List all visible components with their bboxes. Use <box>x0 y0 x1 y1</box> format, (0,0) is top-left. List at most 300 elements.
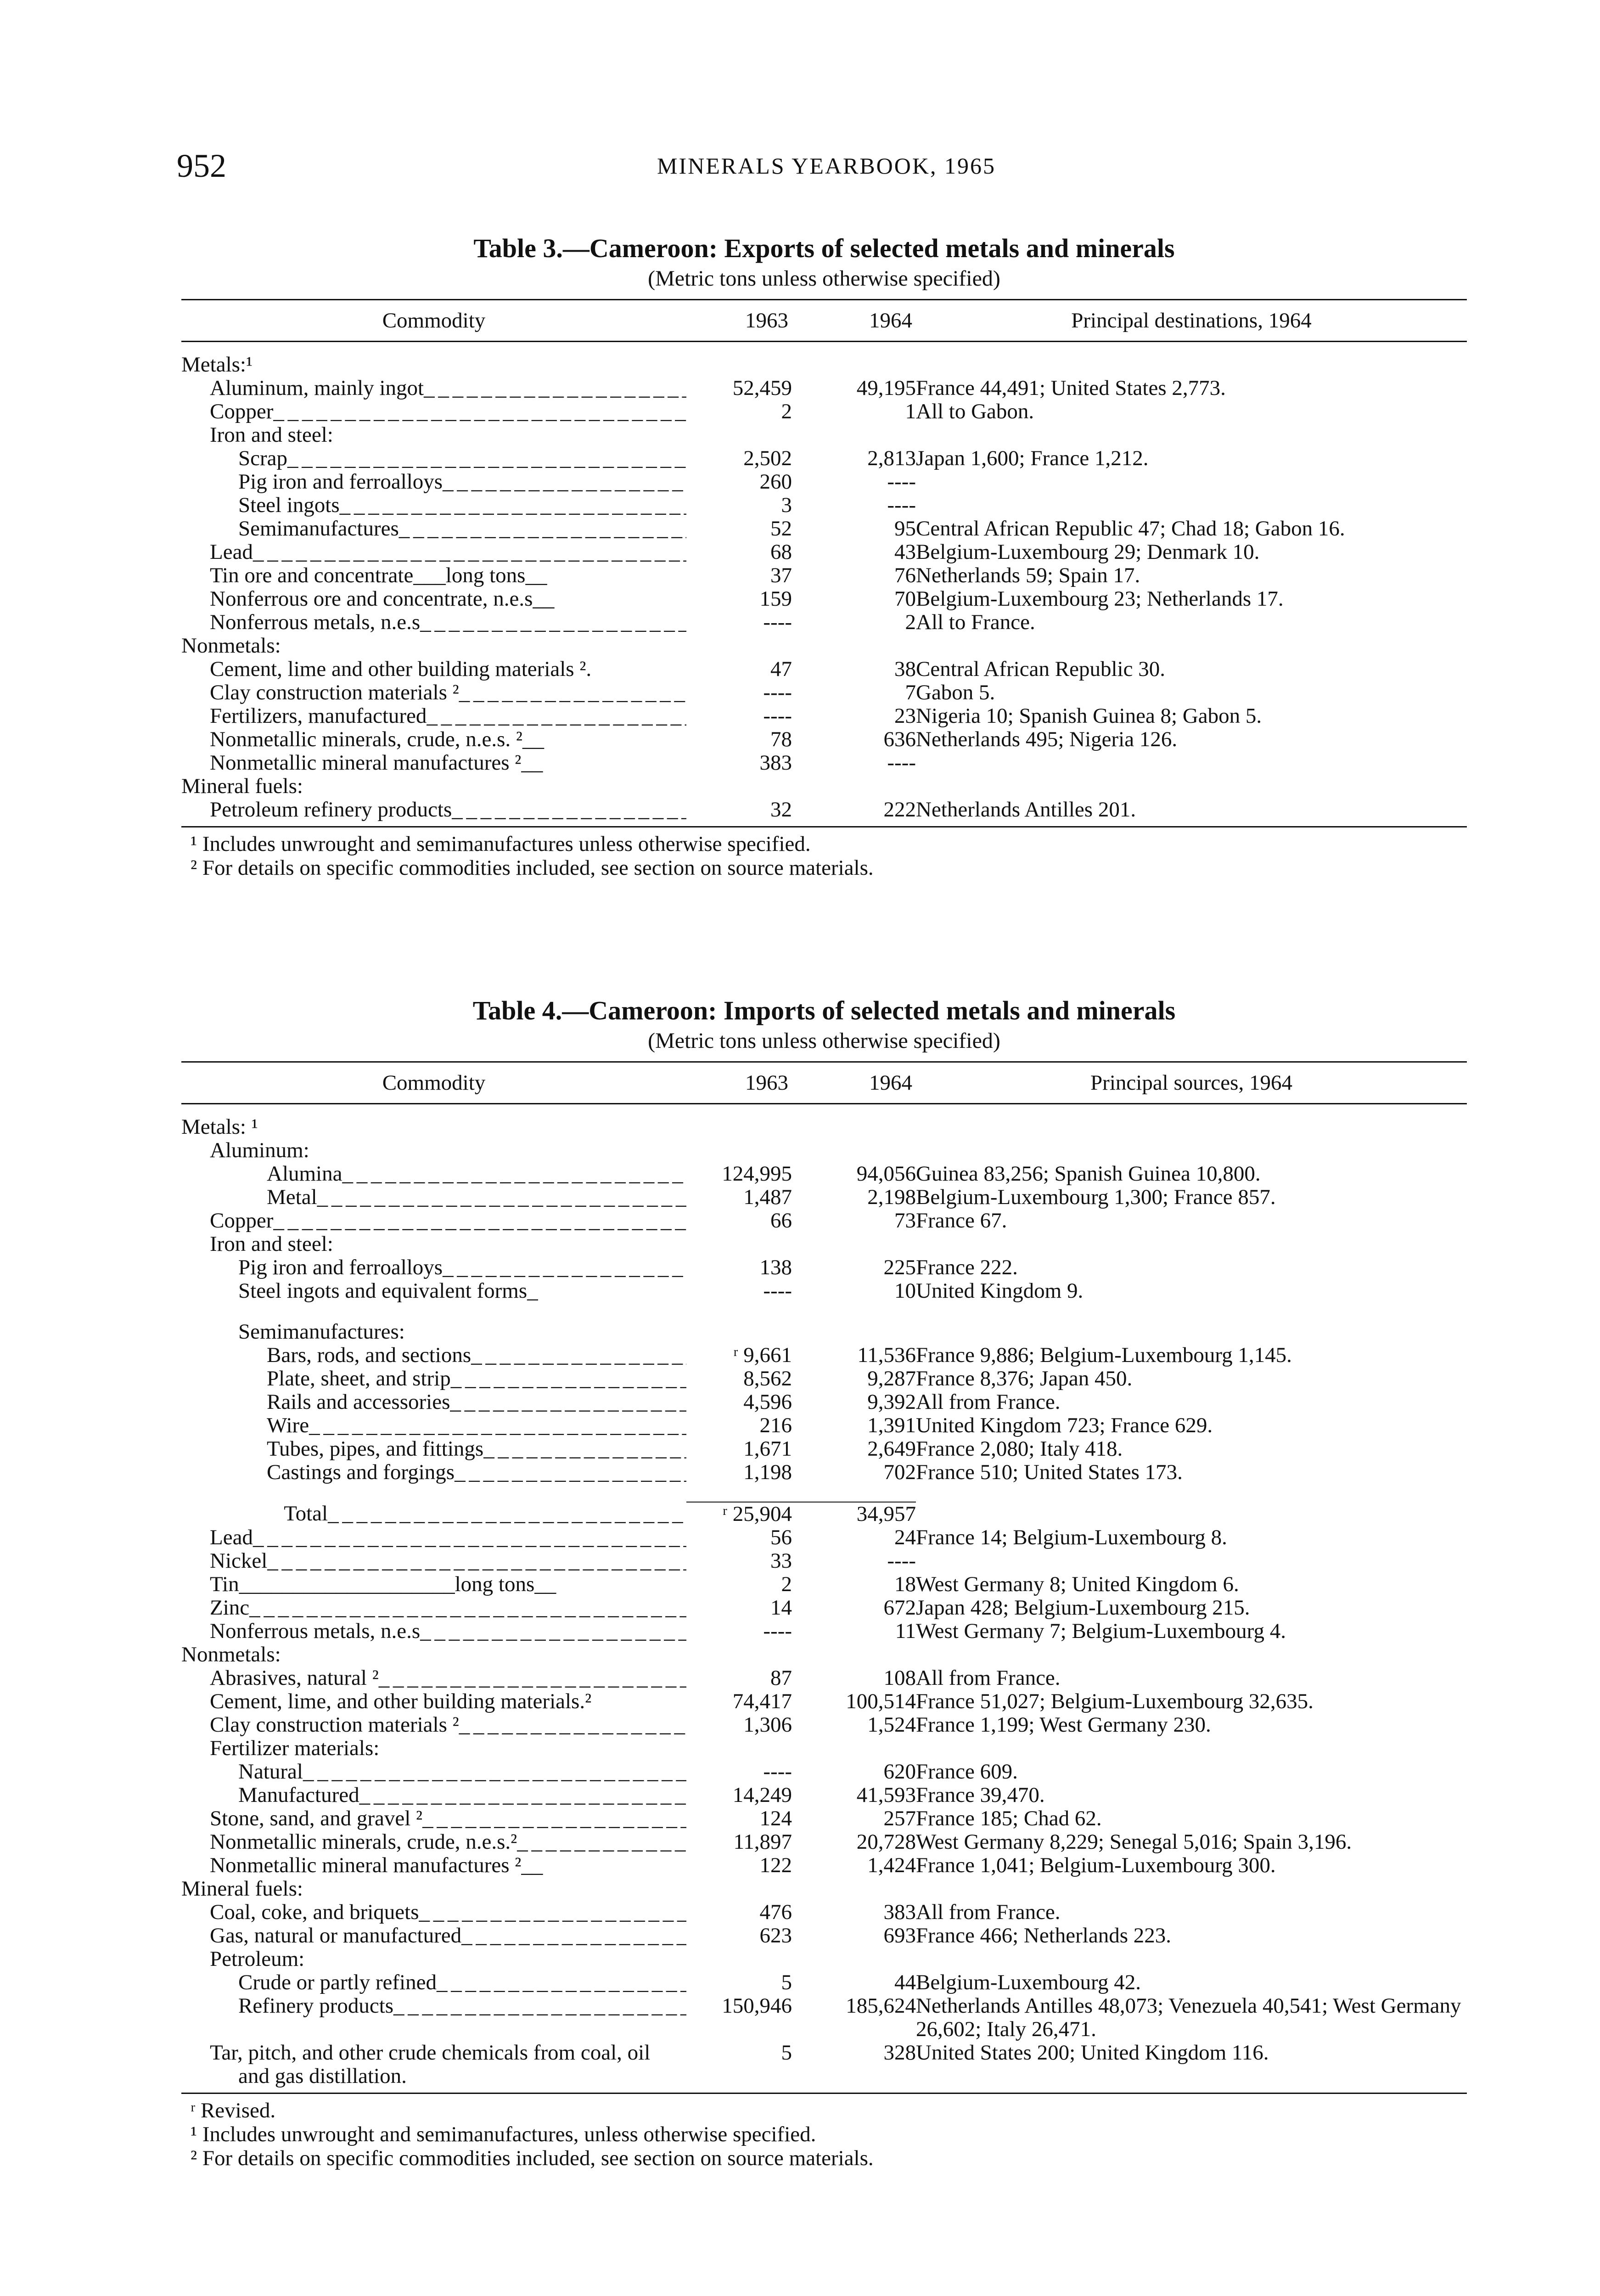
commodity-label: Aluminum: <box>210 1139 309 1162</box>
table-row <box>181 1784 1467 1807</box>
value-1964-cell <box>792 423 916 447</box>
commodity-cell <box>181 611 686 634</box>
commodity-label: Cement, lime, and other building materials.² <box>210 1690 592 1713</box>
value-1964-cell: 23 <box>894 704 916 728</box>
destination-cell <box>916 470 1467 494</box>
commodity-cell <box>181 1139 686 1162</box>
value-1963-cell: 150,946 <box>722 1994 792 2018</box>
commodity-label: Lead <box>210 1526 253 1549</box>
column-header-1964: 1964 <box>792 1062 916 1104</box>
destination-cell: United States 200; United Kingdom 116. <box>916 2041 1269 2065</box>
destination-cell: Japan 1,600; France 1,212. <box>916 446 1149 470</box>
value-1963-cell: 8,562 <box>743 1367 792 1390</box>
value-1964-cell <box>792 342 916 377</box>
value-1963-cell: 47 <box>770 657 792 681</box>
commodity-cell <box>181 1279 686 1303</box>
destination-cell: Netherlands 495; Nigeria 126. <box>916 727 1178 751</box>
destination-cell: All from France. <box>916 1666 1061 1690</box>
table-row <box>181 470 1467 494</box>
value-1963-cell <box>686 423 792 447</box>
value-1964-cell: 20,728 <box>856 1830 916 1854</box>
value-1963-cell: 66 <box>770 1209 792 1232</box>
destination-cell: Netherlands Antilles 201. <box>916 798 1136 822</box>
value-1963-cell: 4,596 <box>743 1390 792 1414</box>
commodity-cell <box>181 751 686 775</box>
table-row <box>181 1162 1467 1186</box>
destination-cell: France 14; Belgium-Luxembourg 8. <box>916 1525 1227 1549</box>
commodity-cell <box>181 540 686 564</box>
value-1964-cell: 222 <box>883 798 916 822</box>
destination-cell <box>916 775 1467 798</box>
leader-dots <box>459 1713 686 1737</box>
value-1963-cell <box>686 1232 792 1256</box>
destination-cell: United Kingdom 9. <box>916 1279 1084 1303</box>
commodity-cell <box>181 1437 686 1461</box>
leader-dots <box>267 1549 686 1573</box>
value-1963-cell: 2 <box>781 400 792 423</box>
value-1963-cell: 2,502 <box>743 446 792 470</box>
table-row <box>181 1643 1467 1666</box>
destination-cell <box>916 1737 1467 1760</box>
footnote: ¹ Includes unwrought and semimanufactures unless otherwise specified. <box>191 832 811 856</box>
value-1963-cell: 68 <box>770 540 792 564</box>
table-row <box>181 494 1467 517</box>
value-1963-cell: ---- <box>763 610 792 634</box>
commodity-cell <box>181 1807 686 1830</box>
value-1964-cell: ---- <box>887 493 916 517</box>
column-header-commodity: Commodity <box>181 300 686 342</box>
commodity-label: Scrap <box>238 447 288 470</box>
commodity-cell <box>181 1461 686 1484</box>
table-4-grid <box>181 1061 1467 2094</box>
commodity-label: Cement, lime and other building materials ². <box>210 658 592 681</box>
commodity-label: Nonmetallic minerals, crude, n.e.s. ²__ <box>210 728 545 751</box>
value-1964-cell: 9,392 <box>867 1390 916 1414</box>
destination-cell: Guinea 83,256; Spanish Guinea 10,800. <box>916 1162 1261 1186</box>
spacer-row <box>181 1484 1467 1502</box>
value-1964-cell: 693 <box>883 1924 916 1947</box>
value-1964-cell: 43 <box>894 540 916 564</box>
commodity-cell <box>181 1784 686 1807</box>
value-1963-cell: 11,897 <box>733 1830 792 1854</box>
table-row <box>181 377 1467 400</box>
leader-dots <box>399 517 686 540</box>
value-1963-cell: 37 <box>770 563 792 587</box>
commodity-label: Nonmetallic minerals, crude, n.e.s.² <box>210 1830 517 1854</box>
commodity-label: Petroleum: <box>210 1947 305 1971</box>
destination-cell: France 1,041; Belgium-Luxembourg 300. <box>916 1853 1276 1877</box>
commodity-label: Plate, sheet, and strip <box>267 1367 451 1390</box>
table-row <box>181 400 1467 423</box>
commodity-label: Gas, natural or manufactured <box>210 1924 462 1947</box>
leader-dots <box>309 1414 686 1437</box>
commodity-cell <box>181 1186 686 1209</box>
leader-dots <box>253 1526 686 1549</box>
table-row <box>181 342 1467 377</box>
table-row <box>181 1947 1467 1971</box>
value-1964-cell: 24 <box>894 1525 916 1549</box>
table-row <box>181 1877 1467 1901</box>
table-row <box>181 1209 1467 1232</box>
value-1964-cell: 1,524 <box>867 1713 916 1737</box>
destination-cell: All from France. <box>916 1390 1061 1414</box>
table-row <box>181 751 1467 775</box>
value-1963-cell: 5 <box>781 1970 792 1994</box>
table-row <box>181 1830 1467 1854</box>
leader-dots <box>287 447 686 470</box>
commodity-label: Clay construction materials ² <box>210 1713 459 1737</box>
destination-cell: Belgium-Luxembourg 29; Denmark 10. <box>916 540 1260 564</box>
table-row <box>181 517 1467 540</box>
value-1964-cell: 7 <box>905 681 916 704</box>
commodity-label: Alumina <box>267 1162 342 1186</box>
commodity-label: Steel ingots <box>238 494 340 517</box>
table-row <box>181 587 1467 611</box>
value-1964-cell: ---- <box>887 751 916 775</box>
commodity-cell <box>181 1209 686 1232</box>
value-1963-cell: ---- <box>763 1279 792 1303</box>
table-3-grid <box>181 299 1467 827</box>
commodity-label: Clay construction materials ² <box>210 681 459 704</box>
spacer-row <box>181 1303 1467 1320</box>
value-1964-cell: ---- <box>887 470 916 494</box>
table-row <box>181 1737 1467 1760</box>
destination-cell <box>916 634 1467 658</box>
destination-cell: Central African Republic 30. <box>916 657 1165 681</box>
value-1963-cell: 623 <box>759 1924 792 1947</box>
destination-cell <box>916 1549 1467 1573</box>
spacer-cell <box>181 1303 1467 1320</box>
footnote: ² For details on specific commodities included, see section on source materials. <box>191 2146 874 2170</box>
table-row <box>181 1760 1467 1784</box>
commodity-label: Fertilizer materials: <box>210 1737 380 1760</box>
leader-dots <box>450 1390 686 1414</box>
table-row <box>181 1502 1467 1526</box>
table-row <box>181 1549 1467 1573</box>
value-1963-cell <box>686 1737 792 1760</box>
value-1963-cell: 1,198 <box>743 1460 792 1484</box>
table-3-exports <box>181 232 1467 880</box>
value-1964-cell: 11,536 <box>857 1343 916 1367</box>
table-4-header-row <box>181 1062 1467 1104</box>
commodity-cell <box>181 1620 686 1643</box>
destination-cell <box>916 1643 1467 1666</box>
commodity-cell <box>181 1690 686 1713</box>
commodity-label: Manufactured <box>238 1784 359 1807</box>
leader-dots <box>328 1502 686 1525</box>
table-4-footnotes <box>181 2094 1467 2170</box>
leader-dots <box>455 1461 686 1484</box>
destination-cell: Gabon 5. <box>916 681 995 704</box>
commodity-label: Refinery products <box>238 1994 394 2018</box>
commodity-cell <box>181 681 686 704</box>
table-row <box>181 1573 1467 1596</box>
destination-cell <box>916 1320 1467 1344</box>
table-row <box>181 1620 1467 1643</box>
commodity-cell <box>181 1877 686 1901</box>
table-row <box>181 1666 1467 1690</box>
leader-dots <box>437 1971 686 1994</box>
table-row <box>181 681 1467 704</box>
table-row <box>181 611 1467 634</box>
commodity-cell <box>181 1344 686 1367</box>
value-1964-cell: 95 <box>894 517 916 540</box>
table-row <box>181 1526 1467 1549</box>
commodity-label: Tubes, pipes, and fittings <box>267 1437 484 1461</box>
commodity-cell <box>181 494 686 517</box>
commodity-label: Zinc <box>210 1596 250 1620</box>
commodity-cell <box>181 2041 686 2093</box>
value-1964-cell: 620 <box>883 1760 916 1784</box>
value-1964-cell: 44 <box>894 1970 916 1994</box>
commodity-label: Nonmetallic mineral manufactures ²__ <box>210 751 543 775</box>
value-1963-cell: ---- <box>763 1619 792 1643</box>
leader-dots <box>443 470 686 494</box>
destination-cell: France 8,376; Japan 450. <box>916 1367 1133 1390</box>
table-row <box>181 2041 1467 2093</box>
value-1963-cell: 1,487 <box>743 1185 792 1209</box>
value-1964-cell: 2,649 <box>867 1437 916 1461</box>
value-1963-cell: 87 <box>770 1666 792 1690</box>
commodity-cell <box>181 1256 686 1279</box>
value-1963-cell: 14,249 <box>732 1783 792 1807</box>
value-1964-cell: 41,593 <box>856 1783 916 1807</box>
destination-cell: France 44,491; United States 2,773. <box>916 376 1226 400</box>
commodity-cell <box>181 1320 686 1344</box>
commodity-cell <box>181 1901 686 1924</box>
column-header-commodity: Commodity <box>181 1062 686 1104</box>
table-row <box>181 1461 1467 1484</box>
leader-dots <box>483 1437 686 1461</box>
value-1964-cell: 383 <box>883 1900 916 1924</box>
commodity-label: Mineral fuels: <box>181 1877 303 1901</box>
table-row <box>181 1367 1467 1390</box>
leader-dots <box>427 704 686 728</box>
commodity-cell <box>181 1573 686 1596</box>
table-row <box>181 1232 1467 1256</box>
commodity-cell <box>181 1367 686 1390</box>
commodity-cell <box>181 400 686 423</box>
commodity-label: Stone, sand, and gravel ² <box>210 1807 423 1830</box>
commodity-label: Nickel <box>210 1549 268 1573</box>
commodity-cell <box>181 423 686 447</box>
destination-cell: West Germany 8,229; Senegal 5,016; Spain 3,196. <box>916 1830 1352 1854</box>
commodity-cell <box>181 1526 686 1549</box>
value-1963-cell: 56 <box>770 1525 792 1549</box>
table-row <box>181 447 1467 470</box>
commodity-label: Crude or partly refined <box>238 1971 437 1994</box>
commodity-cell <box>181 704 686 728</box>
value-1964-cell: 108 <box>883 1666 916 1690</box>
table-row <box>181 1256 1467 1279</box>
leader-dots <box>249 1596 686 1620</box>
commodity-cell <box>181 587 686 611</box>
value-1964-cell: 702 <box>883 1460 916 1484</box>
column-header-1963: 1963 <box>686 300 792 342</box>
destination-cell: Belgium-Luxembourg 1,300; France 857. <box>916 1185 1276 1209</box>
commodity-cell <box>181 728 686 751</box>
leader-dots <box>422 1807 686 1830</box>
leader-dots <box>273 1209 686 1232</box>
table-row <box>181 423 1467 447</box>
commodity-cell <box>181 658 686 681</box>
value-1964-cell <box>792 1104 916 1139</box>
leader-dots <box>451 1367 686 1390</box>
table-row <box>181 1390 1467 1414</box>
commodity-label: Coal, coke, and briquets <box>210 1901 419 1924</box>
running-head: MINERALS YEARBOOK, 1965 <box>657 153 996 179</box>
commodity-label: Steel ingots and equivalent forms_ <box>238 1279 538 1303</box>
commodity-label: Nonmetals: <box>181 1643 281 1666</box>
table-row <box>181 1901 1467 1924</box>
value-1963-cell: 32 <box>770 798 792 822</box>
value-1963-cell <box>686 1947 792 1971</box>
spacer-cell <box>181 1484 1467 1502</box>
leader-dots <box>459 681 686 704</box>
value-1963-cell: 138 <box>759 1255 792 1279</box>
table-3-body <box>181 342 1467 827</box>
commodity-cell <box>181 1760 686 1784</box>
value-1964-cell <box>792 1320 916 1344</box>
value-1963-cell: 14 <box>770 1596 792 1620</box>
value-1963-cell: 3 <box>781 493 792 517</box>
commodity-label: Pig iron and ferroalloys <box>238 1256 443 1279</box>
table-row <box>181 1994 1467 2041</box>
value-1963-cell: ʳ 25,904 <box>686 1502 792 1526</box>
value-1964-cell: 76 <box>894 563 916 587</box>
commodity-cell <box>181 1390 686 1414</box>
table-row <box>181 1186 1467 1209</box>
value-1963-cell: ---- <box>763 1760 792 1784</box>
leader-dots <box>420 1620 686 1643</box>
commodity-cell <box>181 1994 686 2041</box>
destination-cell: Japan 428; Belgium-Luxembourg 215. <box>916 1596 1250 1620</box>
commodity-cell <box>181 1104 686 1139</box>
table-row <box>181 1437 1467 1461</box>
commodity-label: Tin ore and concentrate___long tons__ <box>210 564 547 587</box>
commodity-label: Castings and forgings <box>267 1461 455 1484</box>
destination-cell <box>916 751 1467 775</box>
destination-cell: Netherlands Antilles 48,073; Venezuela 40,541; West Germany 26,602; Italy 26,471. <box>916 1994 1461 2041</box>
value-1964-cell: 11 <box>895 1619 916 1643</box>
leader-dots <box>443 1256 686 1279</box>
leader-dots <box>420 611 686 634</box>
leader-dots <box>273 400 686 423</box>
destination-cell <box>916 1139 1467 1162</box>
commodity-cell <box>181 1924 686 1947</box>
value-1963-cell: 159 <box>759 587 792 611</box>
leader-dots <box>303 1760 686 1784</box>
destination-cell: Belgium-Luxembourg 42. <box>916 1970 1141 1994</box>
value-1963-cell: 260 <box>759 470 792 494</box>
commodity-label: Nonferrous ore and concentrate, n.e.s__ <box>210 587 555 611</box>
destination-cell: All to France. <box>916 610 1035 634</box>
destination-cell <box>916 1877 1467 1901</box>
destination-cell: France 67. <box>916 1209 1007 1232</box>
value-1963-cell <box>686 342 792 377</box>
commodity-label: Nonmetallic mineral manufactures ²__ <box>210 1854 543 1877</box>
value-1963-cell <box>686 1320 792 1344</box>
leader-dots <box>393 1994 686 2018</box>
commodity-cell <box>181 1947 686 1971</box>
column-header-sources: Principal sources, 1964 <box>916 1062 1467 1104</box>
value-1963-cell: 1,671 <box>743 1437 792 1461</box>
value-1964-cell: 2,813 <box>867 446 916 470</box>
value-1964-cell: 328 <box>883 2041 916 2065</box>
table-row <box>181 1713 1467 1737</box>
value-1964-cell <box>792 1947 916 1971</box>
commodity-label: Fertilizers, manufactured <box>210 704 427 728</box>
leader-dots <box>340 494 686 517</box>
table-row <box>181 564 1467 587</box>
value-1964-cell: 225 <box>883 1255 916 1279</box>
value-1964-cell <box>792 1643 916 1666</box>
commodity-cell <box>181 1737 686 1760</box>
destination-cell <box>916 342 1467 377</box>
table-row <box>181 1320 1467 1344</box>
destination-cell: France 466; Netherlands 223. <box>916 1924 1172 1947</box>
destination-cell: France 1,199; West Germany 230. <box>916 1713 1211 1737</box>
commodity-label: Copper <box>210 1209 274 1232</box>
value-1963-cell: 122 <box>759 1853 792 1877</box>
value-1964-cell: 18 <box>894 1572 916 1596</box>
table-row <box>181 1854 1467 1877</box>
value-1963-cell: ʳ 9,661 <box>733 1343 792 1367</box>
value-1964-cell: 185,624 <box>846 1994 916 2018</box>
value-1963-cell <box>686 1104 792 1139</box>
commodity-label: Mineral fuels: <box>181 775 303 798</box>
footnote: ¹ Includes unwrought and semimanufactures, unless otherwise specified. <box>191 2122 816 2146</box>
value-1964-cell <box>792 1232 916 1256</box>
commodity-label: Tar, pitch, and other crude chemicals from coal, oil and gas distillation. <box>210 2041 651 2088</box>
value-1963-cell: 52 <box>770 517 792 540</box>
commodity-label: Abrasives, natural ² <box>210 1666 379 1690</box>
commodity-label: Semimanufactures: <box>238 1320 405 1344</box>
destination-cell: West Germany 7; Belgium-Luxembourg 4. <box>916 1619 1286 1643</box>
footnote: ² For details on specific commodities included, see section on source materials. <box>191 856 874 880</box>
commodity-cell <box>181 342 686 377</box>
value-1964-cell: 1,424 <box>867 1853 916 1877</box>
value-1963-cell: 216 <box>759 1413 792 1437</box>
table-3-subtitle: (Metric tons unless otherwise specified) <box>648 266 1000 291</box>
destination-cell <box>916 1502 1467 1526</box>
value-1964-cell: 70 <box>894 587 916 611</box>
commodity-cell <box>181 798 686 827</box>
table-4-title: Table 4.—Cameroon: Imports of selected metals and minerals <box>472 996 1176 1025</box>
destination-cell: Belgium-Luxembourg 23; Netherlands 17. <box>916 587 1284 611</box>
destination-cell: United Kingdom 723; France 629. <box>916 1413 1213 1437</box>
leader-dots <box>253 540 686 564</box>
value-1964-cell: 636 <box>883 727 916 751</box>
commodity-cell <box>181 775 686 798</box>
commodity-cell <box>181 1596 686 1620</box>
commodity-cell <box>181 1549 686 1573</box>
value-1964-cell: 2 <box>905 610 916 634</box>
destination-cell: France 9,886; Belgium-Luxembourg 1,145. <box>916 1343 1292 1367</box>
commodity-cell <box>181 1830 686 1854</box>
destination-cell <box>916 423 1467 447</box>
commodity-label: Metals: ¹ <box>181 1115 258 1139</box>
commodity-label: Total <box>284 1502 328 1525</box>
value-1964-cell: 100,514 <box>846 1689 916 1713</box>
value-1964-cell: 49,195 <box>856 376 916 400</box>
commodity-label: Nonferrous metals, n.e.s <box>210 1620 421 1643</box>
value-1964-cell: 9,287 <box>867 1367 916 1390</box>
value-1964-cell <box>792 1737 916 1760</box>
value-1963-cell <box>686 634 792 658</box>
commodity-cell <box>181 1232 686 1256</box>
table-row <box>181 1344 1467 1367</box>
